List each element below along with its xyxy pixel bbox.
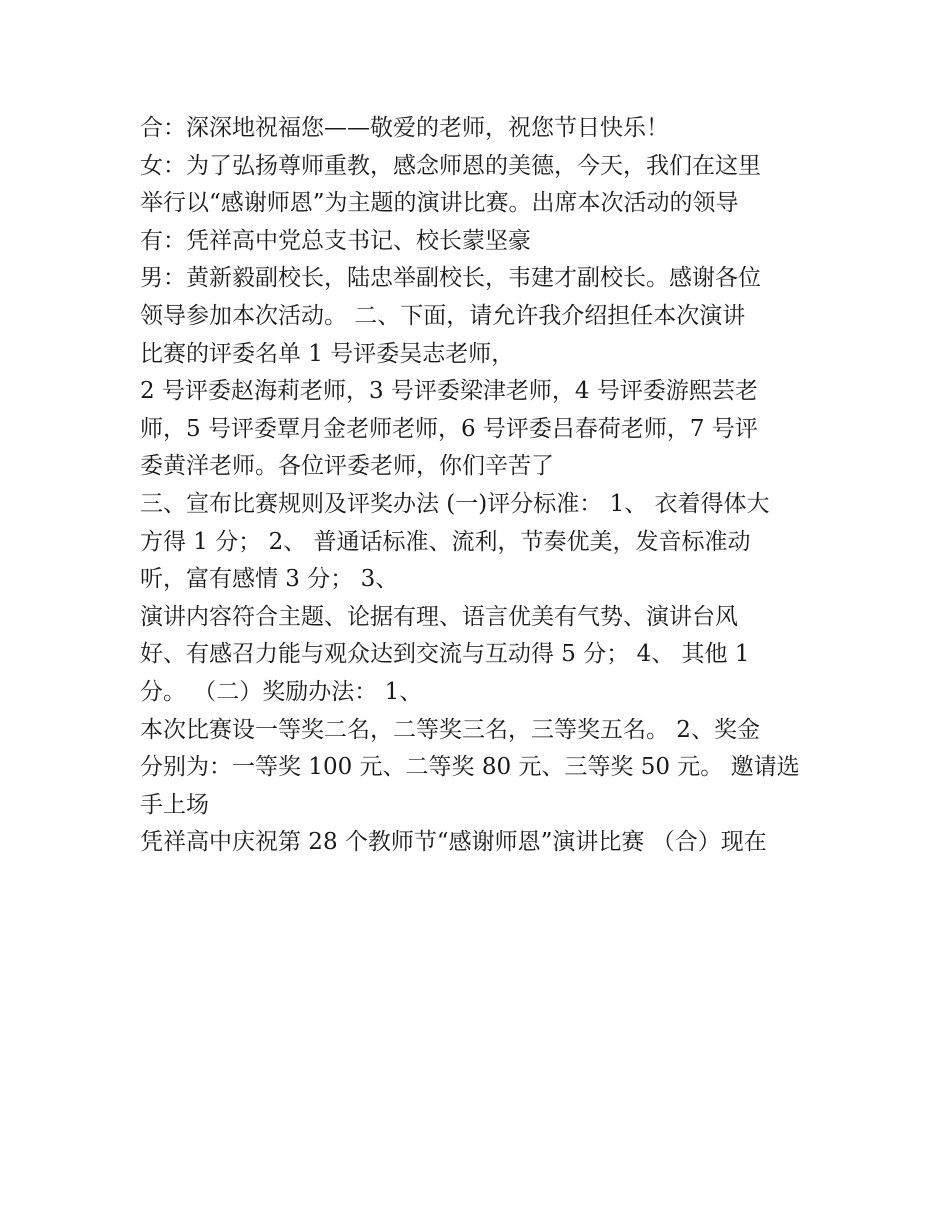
text-line-13: 听，富有感情 3 分； 3、 <box>140 566 399 593</box>
text-line-11: 三、宣布比赛规则及评奖办法 (一)评分标准： 1、 衣着得体大 <box>140 490 770 517</box>
text-line-14: 演讲内容符合主题、论据有理、语言优美有气势、演讲台风 <box>140 603 738 630</box>
text-line-17: 本次比赛设一等奖二名，二等奖三名，三等奖五名。 2、奖金 <box>140 716 760 743</box>
text-line-4: 有：凭祥高中党总支书记、校长蒙坚豪 <box>140 227 531 254</box>
speech-script-body <box>140 110 820 862</box>
text-line-5: 男：黄新毅副校长，陆忠举副校长，韦建才副校长。感谢各位 <box>140 265 761 292</box>
text-line-19: 手上场 <box>140 791 209 818</box>
text-line-15: 好、有感召力能与观众达到交流与互动得 5 分； 4、 其他 1 <box>140 641 750 668</box>
text-line-6: 领导参加本次活动。 二、下面，请允许我介绍担任本次演讲 <box>140 302 746 329</box>
text-line-7: 比赛的评委名单 1 号评委吴志老师， <box>140 340 515 367</box>
text-line-8: 2 号评委赵海莉老师，3 号评委梁津老师，4 号评委游熙芸老 <box>140 378 758 405</box>
text-line-16: 分。 （二）奖励办法： 1、 <box>140 678 423 705</box>
text-line-20: 凭祥高中庆祝第 28 个教师节“感谢师恩”演讲比赛 （合）现在 <box>140 829 767 856</box>
text-line-3: 举行以“感谢师恩”为主题的演讲比赛。出席本次活动的领导 <box>140 190 739 217</box>
text-line-18: 分别为：一等奖 100 元、二等奖 80 元、三等奖 50 元。 邀请选 <box>140 754 800 781</box>
text-line-12: 方得 1 分； 2、 普通话标准、流利，节奏优美，发音标准动 <box>140 528 751 555</box>
text-line-2: 女：为了弘扬尊师重教，感念师恩的美德，今天，我们在这里 <box>140 152 761 179</box>
text-line-9: 师，5 号评委覃月金老师老师，6 号评委吕春荷老师，7 号评 <box>140 415 758 442</box>
text-line-10: 委黄洋老师。各位评委老师，你们辛苦了 <box>140 453 554 480</box>
text-line-1: 合：深深地祝福您——敬爱的老师，祝您节日快乐！ <box>140 115 669 141</box>
